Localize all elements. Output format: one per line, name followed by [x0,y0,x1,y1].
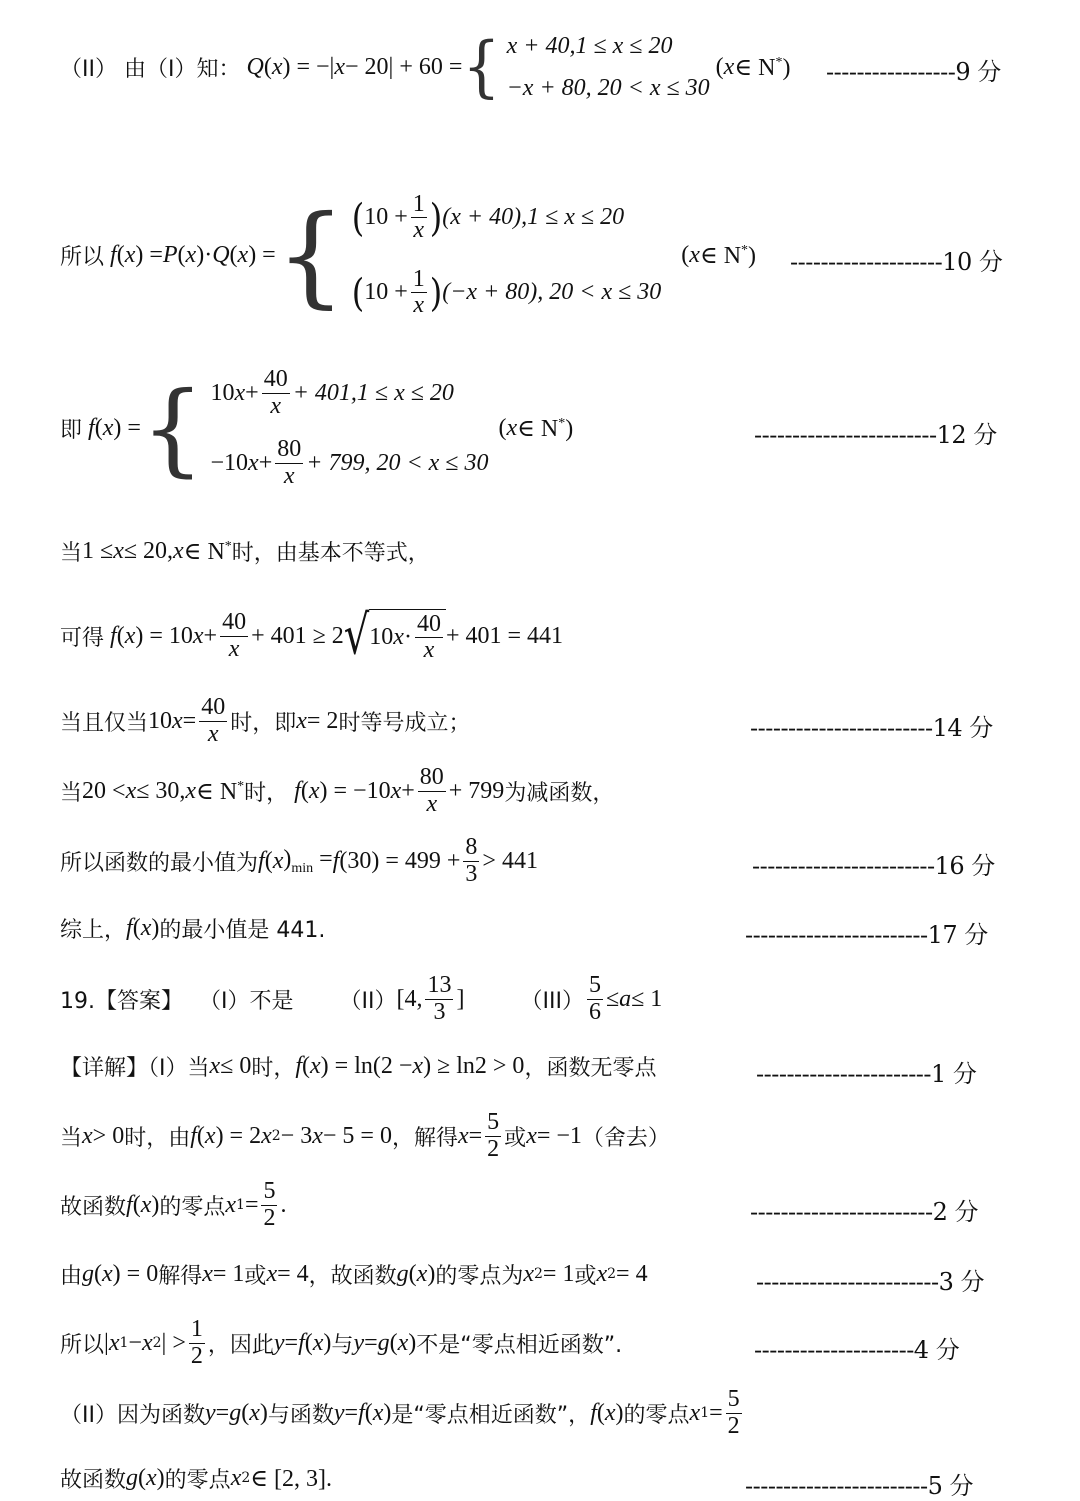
line-prefix: 即 [60,417,83,443]
line-text: 综上， f ( x ) 的最小值是 441. [60,914,326,943]
text: 是“零点相近函数”， [391,1402,591,1428]
line-text: 所以 | x 1 − x 2 | > $\frac{1}{2}$ ，因此 y = f ( x ) 与 y = g ( x ) 不是“零点相近函数”. [60,1316,623,1369]
line-prefix: （II） 由（I）知： [60,56,241,82]
line-text: （II）因为函数 y = g ( x ) 与函数 y = f ( x ) 是“零点相近函数”， f ( x ) 的零点 x 1 = $\frac{5}{2}$ [60,1386,740,1439]
text: 与 [331,1332,354,1358]
text: 的零点 [159,1194,226,1220]
text: 的零点为 [435,1263,524,1289]
line-inequality: 可得 f ( x ) = 10 x + $\frac{40}{x}$ + 401 ≥ 2 √ 10 x · $\frac{40}{x}$ + 401 = 441 [60,604,564,668]
text: 当 [60,1125,83,1151]
text: 故函数 [60,1194,127,1220]
text: 时，由 [124,1125,191,1151]
score-marker: ------------------------2 分 [750,1198,979,1226]
text: （舍去） [581,1125,670,1151]
line-text: 【详解】（I）当 x ≤ 0 时， f ( x ) = ln(2 − x ) ≥ ln2 > 0 ，函数无零点 [60,1052,657,1081]
text: （II） [339,988,397,1014]
text: ，故函数 [308,1263,397,1289]
text: 的最小值是 441. [159,917,326,943]
text: 当 [60,780,83,806]
line-answer: 19.【答案】 （I）不是 （II） [4, $\frac{13}{3}$ ] （III） $\frac{5}{6}$ ≤ a ≤ 1 [60,972,663,1025]
line-text: 故函数 f ( x ) 的零点 x 1 = $\frac{5}{2}$ . [60,1178,287,1231]
text: （III） [520,988,584,1014]
line-text: 当 20 < x ≤ 30, x ∈ N* 时， f ( x ) = −10 x + $\frac{80}{x}$ + 799 为减函数， [60,764,615,817]
text: 为减函数， [504,780,615,806]
line-text: 当 x > 0 时，由 f ( x ) = 2 x 2 − 3 x − 5 = 0 ，解得 x = $\frac{5}{2}$ 或 x = −1 （舍去） [60,1109,670,1162]
text: 所以 [60,1332,105,1358]
text: 【详解】（I）当 [60,1055,210,1081]
line-q-definition: （II） 由（I）知： Q ( x ) = −| x − 20| + 60 = { x + 40,1 ≤ x ≤ 20 −x + 80, 20 < x ≤ 30 ( x ∈ N*) [60,28,791,106]
text: ，因此 [207,1332,274,1358]
line-f-product: 所以 f ( x ) = P ( x )· Q ( x ) = { ( 10 + $\frac{1}{x}$ ) (x + 40),1 ≤ x ≤ 20 ( 10 + $\frac{1}{x}$ ) (−x + 80), 20 < x ≤ 30 ( x ∈ N*) [60,190,757,319]
text: 时，即 [230,710,297,736]
case-tail: + 799, 20 < x ≤ 30 [306,449,489,476]
text: 当且仅当 [60,710,149,736]
line-prefix: 所以 [60,244,105,270]
text: 所以函数的最小值为 [60,850,259,876]
text: 时， [251,1055,296,1081]
case-line: x + 40,1 ≤ x ≤ 20 [506,32,673,59]
line-text: 当且仅当 10 x = $\frac{40}{x}$ 时，即 x = 2 时等号成立； [60,694,471,747]
text: 当 [60,540,83,566]
score-marker: ---------------------4 分 [754,1336,960,1364]
line-text: 所以函数的最小值为 f ( x )$_{min}$ = f (30) = 499 + $\frac{8}{3}$ > 441 [60,834,538,887]
score-marker: ------------------------12 分 [754,421,997,449]
text: 的零点 [623,1402,690,1428]
line-text: 故函数 g ( x ) 的零点 x 2 ∈ [2, 3]. [60,1464,333,1493]
text: 由 [60,1263,83,1289]
text: ，解得 [391,1125,458,1151]
score-marker: ------------------------14 分 [750,714,993,742]
text: 与函数 [267,1402,334,1428]
text: 或 [244,1263,267,1289]
score-marker: ------------------------16 分 [752,852,995,880]
score-marker: -----------------------1 分 [756,1060,977,1088]
line-text: 由 g ( x ) = 0 解得 x = 1 或 x = 4 ，故函数 g ( x ) 的零点为 x 2 = 1 或 x 2 = 4 [60,1260,648,1289]
case-tail: + 401,1 ≤ x ≤ 20 [292,379,454,406]
text: 或 [574,1263,597,1289]
text: 时，由基本不等式， [231,540,430,566]
text: ，函数无零点 [524,1055,657,1081]
text: 时， [244,780,289,806]
text: 故函数 [60,1467,127,1493]
text: 时等号成立； [338,710,471,736]
line-f-expanded: 即 f ( x ) = { 10 x + $\frac{40}{x}$ + 401,1 ≤ x ≤ 20 −10 x + $\frac{80}{x}$ + 799, 20 < x ≤ 30 ( x ∈ N*) [60,366,574,489]
score-marker: --------------------10 分 [790,248,1003,276]
text: （I）不是 [199,988,294,1014]
text: 的零点 [164,1467,231,1493]
text: 不是“零点相近函数”. [416,1332,623,1358]
score-marker: ------------------------17 分 [745,921,988,949]
case-tail: (−x + 80), 20 < x ≤ 30 [442,279,662,305]
text: 或 [504,1125,527,1151]
line-text: 当 1 ≤ x ≤ 20, x ∈ N* 时，由基本不等式， [60,537,430,566]
text: 19.【答案】 [60,988,183,1014]
score-marker: ------------------------5 分 [745,1472,974,1500]
case-line: −x + 80, 20 < x ≤ 30 [506,74,710,101]
text: （II）因为函数 [60,1402,205,1428]
text: 可得 [60,625,105,651]
text: 解得 [158,1263,203,1289]
score-marker: -----------------9 分 [826,58,1001,86]
text: 综上， [60,917,127,943]
score-marker: ------------------------3 分 [756,1268,985,1296]
case-tail: (x + 40),1 ≤ x ≤ 20 [442,204,625,230]
